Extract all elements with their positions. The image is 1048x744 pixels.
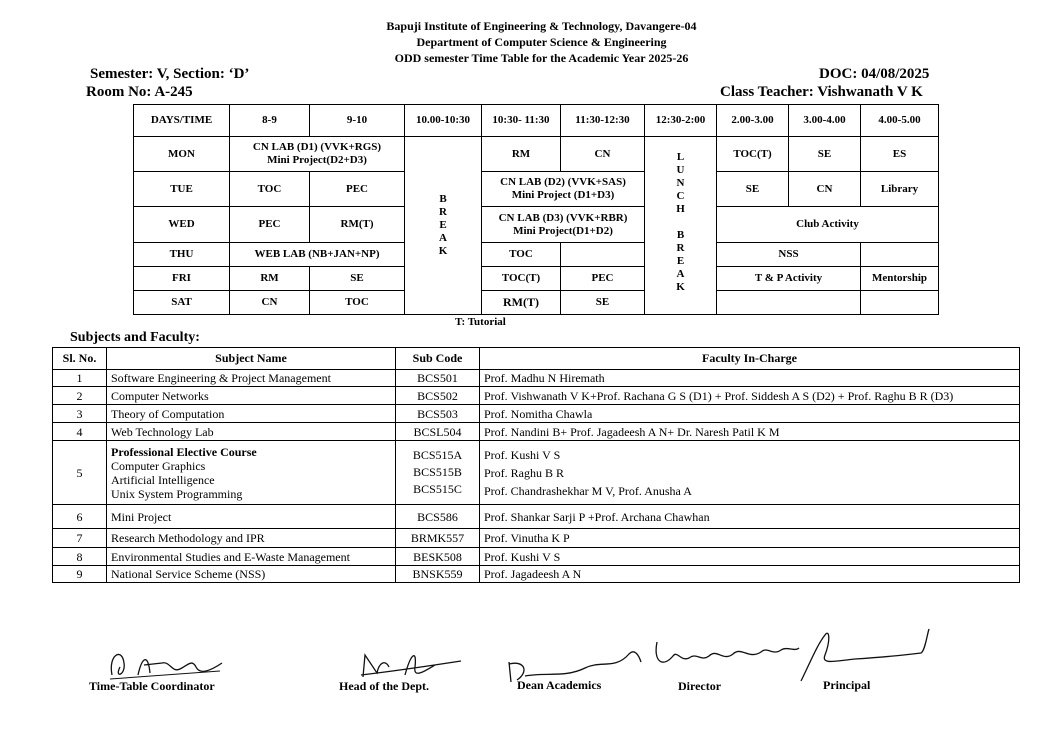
- header-slot-1030-1130: 10:30- 11:30: [482, 105, 561, 137]
- thu-400: [861, 243, 939, 267]
- break-letter: A: [439, 232, 447, 244]
- mon-1030: RM: [482, 137, 561, 172]
- lunch-letter: A: [676, 268, 685, 280]
- sl-no: 8: [53, 548, 107, 566]
- wed-club-activity: Club Activity: [717, 207, 939, 243]
- faculty: Prof. Jagadeesh A N: [480, 566, 1020, 583]
- mon-300: SE: [789, 137, 861, 172]
- fri-400: Mentorship: [861, 267, 939, 291]
- faculty: Prof. Shankar Sarji P +Prof. Archana Chawhan: [480, 505, 1020, 529]
- sl-no: 4: [53, 423, 107, 441]
- break-column: [405, 137, 482, 315]
- sub-code: BNSK559: [396, 566, 480, 583]
- header-sub-code: Sub Code: [396, 348, 480, 370]
- table-row: [53, 370, 1020, 387]
- subject-name: National Service Scheme (NSS): [107, 566, 396, 583]
- elective-code: BCS515A: [412, 448, 463, 462]
- fri-9: SE: [310, 267, 405, 291]
- lunch-letter: C: [676, 190, 685, 202]
- tue-200: SE: [717, 172, 789, 207]
- header-slot-1130-1230: 11:30-12:30: [561, 105, 645, 137]
- header-subject-name: Subject Name: [107, 348, 396, 370]
- sub-code: BCS503: [396, 405, 480, 423]
- table-row: [53, 548, 1020, 566]
- sl-no: 2: [53, 387, 107, 405]
- row-thu: [134, 243, 939, 267]
- thu-nss: NSS: [717, 243, 861, 267]
- day-mon: MON: [134, 137, 230, 172]
- doc-date: DOC: 04/08/2025: [819, 66, 930, 82]
- timetable-header-row: [134, 105, 939, 137]
- tue-400: Library: [861, 172, 939, 207]
- subject-name: Research Methodology and IPR: [107, 529, 396, 548]
- sat-400: [861, 291, 939, 315]
- subject-name: Mini Project: [107, 505, 396, 529]
- sub-code: BCS502: [396, 387, 480, 405]
- thu-lab: WEB LAB (NB+JAN+NP): [230, 243, 405, 267]
- wed-9: RM(T): [310, 207, 405, 243]
- day-wed: WED: [134, 207, 230, 243]
- faculty: Prof. Nomitha Chawla: [480, 405, 1020, 423]
- faculty: Prof. Nandini B+ Prof. Jagadeesh A N+ Dr. Naresh Patil K M: [480, 423, 1020, 441]
- sat-8: CN: [230, 291, 310, 315]
- header-slot-400-500: 4.00-5.00: [861, 105, 939, 137]
- sat-1130: SE: [561, 291, 645, 315]
- elective-name: Unix System Programming: [111, 486, 243, 501]
- faculty: Prof. Vishwanath V K+Prof. Rachana G S (D1) + Prof. Siddesh A S (D2) + Prof. Raghu B R (D3): [480, 387, 1020, 405]
- sl-no: 9: [53, 566, 107, 583]
- header-slot-10-1030: 10.00-10:30: [405, 105, 482, 137]
- tue-lab-line2: Mini Project (D1+D3): [511, 189, 615, 201]
- day-tue: TUE: [134, 172, 230, 207]
- document-title: ODD semester Time Table for the Academic Year 2025-26: [394, 51, 689, 65]
- fri-1130: PEC: [561, 267, 645, 291]
- elective-codes: [396, 441, 480, 505]
- timetable: [133, 104, 939, 315]
- sat-1030: RM(T): [482, 291, 561, 315]
- break-letter: E: [439, 219, 447, 231]
- header-faculty: Faculty In-Charge: [480, 348, 1020, 370]
- sl-no: 3: [53, 405, 107, 423]
- fri-8: RM: [230, 267, 310, 291]
- header-slot-1230-200: 12:30-2:00: [645, 105, 717, 137]
- lunch-letter: H: [676, 203, 685, 215]
- elective-faculty: [480, 441, 1020, 505]
- lunch-break-column: [645, 137, 717, 315]
- elective-faculty-item: Prof. Raghu B R: [484, 465, 565, 480]
- subjects-header-row: [53, 348, 1020, 370]
- lunch-letter: B: [676, 229, 685, 241]
- sub-code: BCS501: [396, 370, 480, 387]
- row-tue: [134, 172, 939, 207]
- header-sl-no: Sl. No.: [53, 348, 107, 370]
- sub-code: BCSL504: [396, 423, 480, 441]
- mon-lab: [230, 137, 405, 172]
- elective-faculty-item: Prof. Chandrashekhar M V, Prof. Anusha A: [484, 483, 692, 498]
- wed-lab: [482, 207, 645, 243]
- table-row-elective: [53, 441, 1020, 505]
- subject-name: Web Technology Lab: [107, 423, 396, 441]
- faculty: Prof. Kushi V S: [480, 548, 1020, 566]
- elective-faculty-item: Prof. Kushi V S: [484, 447, 561, 462]
- sub-code: BRMK557: [396, 529, 480, 548]
- tue-lab-line1: CN LAB (D2) (VVK+SAS): [500, 176, 626, 188]
- mon-lab-line2: Mini Project(D2+D3): [267, 154, 367, 166]
- row-fri: [134, 267, 939, 291]
- tue-9: PEC: [310, 172, 405, 207]
- subject-name: Environmental Studies and E-Waste Management: [107, 548, 396, 566]
- thu-1130: [561, 243, 645, 267]
- faculty: Prof. Vinutha K P: [480, 529, 1020, 548]
- header-slot-300-400: 3.00-4.00: [789, 105, 861, 137]
- lunch-letter: R: [676, 242, 685, 254]
- sl-no: 5: [53, 441, 107, 505]
- director-label: Director: [678, 679, 722, 693]
- tue-8: TOC: [230, 172, 310, 207]
- tue-300: CN: [789, 172, 861, 207]
- row-wed: [134, 207, 939, 243]
- tutorial-note: T: Tutorial: [455, 316, 506, 328]
- break-letter: B: [439, 193, 447, 205]
- break-letter: K: [438, 245, 448, 257]
- fri-1030: TOC(T): [482, 267, 561, 291]
- table-row: [53, 566, 1020, 583]
- header-slot-9-10: 9-10: [310, 105, 405, 137]
- mon-1130: CN: [561, 137, 645, 172]
- elective-names: [107, 441, 396, 505]
- thu-1030: TOC: [482, 243, 561, 267]
- principal-signature: [795, 625, 935, 685]
- table-row: [53, 405, 1020, 423]
- break-letter: R: [439, 206, 447, 218]
- day-fri: FRI: [134, 267, 230, 291]
- elective-name: Artificial Intelligence: [111, 472, 215, 487]
- tt-coordinator-label: Time-Table Coordinator: [89, 679, 215, 693]
- table-row: [53, 505, 1020, 529]
- lunch-letter: U: [676, 164, 685, 176]
- elective-code: BCS515C: [413, 482, 462, 496]
- day-thu: THU: [134, 243, 230, 267]
- table-row: [53, 387, 1020, 405]
- subjects-table: [52, 347, 1020, 583]
- mon-400: ES: [861, 137, 939, 172]
- subject-name: Computer Networks: [107, 387, 396, 405]
- principal-label: Principal: [823, 678, 871, 692]
- elective-heading: Professional Elective Course: [111, 444, 257, 459]
- header-days-time: DAYS/TIME: [134, 105, 230, 137]
- room-number: Room No: A-245: [86, 84, 193, 100]
- sat-9: TOC: [310, 291, 405, 315]
- lunch-letter: E: [676, 255, 685, 267]
- wed-8: PEC: [230, 207, 310, 243]
- mon-lab-line1: CN LAB (D1) (VVK+RGS): [252, 141, 382, 153]
- sat-200: [717, 291, 861, 315]
- lunch-spacer: [645, 216, 716, 229]
- row-mon: [134, 137, 939, 172]
- wed-lab-line1: CN LAB (D3) (VVK+RBR): [498, 211, 628, 224]
- lunch-letter: N: [676, 177, 685, 189]
- row-sat: [134, 291, 939, 315]
- sub-code: BCS586: [396, 505, 480, 529]
- header-slot-8-9: 8-9: [230, 105, 310, 137]
- sl-no: 1: [53, 370, 107, 387]
- lunch-letter: L: [676, 151, 685, 163]
- table-row: [53, 529, 1020, 548]
- day-sat: SAT: [134, 291, 230, 315]
- faculty: Prof. Madhu N Hiremath: [480, 370, 1020, 387]
- subject-name: Theory of Computation: [107, 405, 396, 423]
- institute-name: Bapuji Institute of Engineering & Technology, Davangere-04: [386, 19, 697, 33]
- fri-tp-activity: T & P Activity: [717, 267, 861, 291]
- header-slot-200-300: 2.00-3.00: [717, 105, 789, 137]
- subject-name: Software Engineering & Project Management: [107, 370, 396, 387]
- elective-code: BCS515B: [413, 465, 462, 479]
- sub-code: BESK508: [396, 548, 480, 566]
- sl-no: 6: [53, 505, 107, 529]
- semester-section: Semester: V, Section: ‘D’: [90, 66, 250, 82]
- mon-200: TOC(T): [717, 137, 789, 172]
- class-teacher: Class Teacher: Vishwanath V K: [720, 84, 923, 100]
- wed-lab-line2: Mini Project(D1+D2): [513, 224, 613, 237]
- sl-no: 7: [53, 529, 107, 548]
- tue-lab: [482, 172, 645, 207]
- hod-label: Head of the Dept.: [339, 679, 429, 693]
- table-row: [53, 423, 1020, 441]
- department-name: Department of Computer Science & Engineering: [416, 35, 667, 49]
- lunch-letter: K: [676, 281, 685, 293]
- subjects-title: Subjects and Faculty:: [70, 330, 200, 345]
- dean-academics-label: Dean Academics: [517, 678, 602, 692]
- elective-name: Computer Graphics: [111, 458, 206, 473]
